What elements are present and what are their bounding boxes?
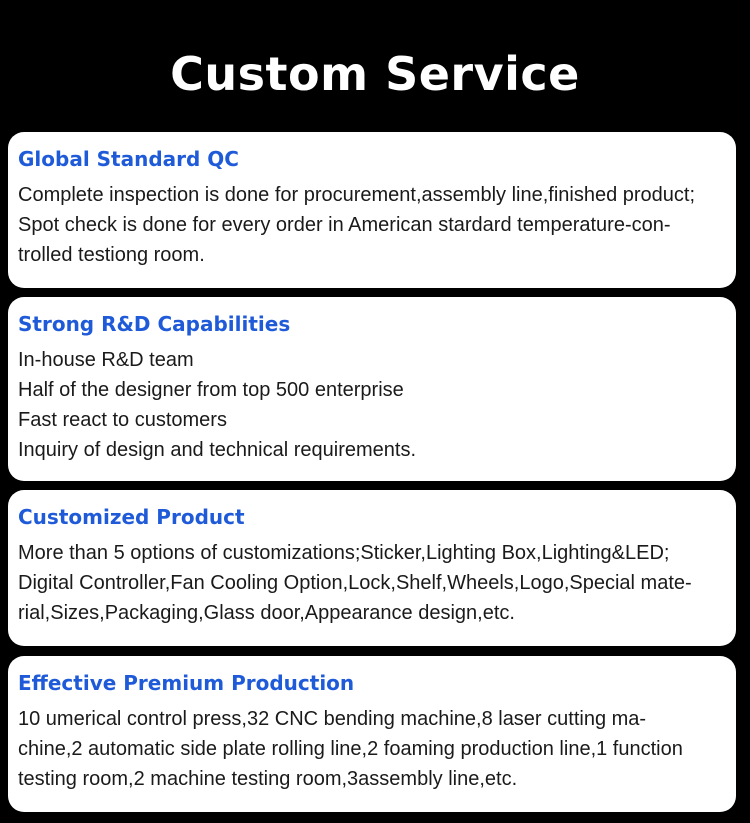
card-body bbox=[18, 345, 726, 465]
card-heading: Customized Product bbox=[18, 505, 245, 529]
card-body-line: Inquiry of design and technical requirements. bbox=[18, 439, 417, 461]
card-body-line: More than 5 options of customizations;Sticker,Lighting Box,Lighting&LED; bbox=[18, 542, 670, 564]
card-body bbox=[18, 704, 726, 794]
card-global-standard-qc bbox=[8, 132, 736, 288]
card-body-line: Digital Controller,Fan Cooling Option,Lock,Shelf,Wheels,Logo,Special mate- bbox=[18, 572, 692, 594]
card-body-line: Complete inspection is done for procurement,assembly line,finished product; bbox=[18, 184, 696, 206]
card-body bbox=[18, 180, 726, 270]
card-body-line: Fast react to customers bbox=[18, 409, 227, 431]
card-body-line: testing room,2 machine testing room,3assembly line,etc. bbox=[18, 768, 518, 790]
card-body-line: Half of the designer from top 500 enterprise bbox=[18, 379, 404, 401]
card-body-line: trolled testiong room. bbox=[18, 244, 205, 266]
card-body-line: rial,Sizes,Packaging,Glass door,Appearance design,etc. bbox=[18, 602, 515, 624]
card-strong-rd-capabilities bbox=[8, 297, 736, 481]
card-body-line: chine,2 automatic side plate rolling line,2 foaming production line,1 function bbox=[18, 738, 683, 760]
card-heading: Global Standard QC bbox=[18, 147, 239, 171]
card-body-line: 10 umerical control press,32 CNC bending machine,8 laser cutting ma- bbox=[18, 708, 647, 730]
card-customized-product bbox=[8, 490, 736, 646]
page-title: Custom Service bbox=[170, 47, 580, 101]
card-body-line: In-house R&D team bbox=[18, 349, 194, 371]
card-heading: Strong R&D Capabilities bbox=[18, 312, 291, 336]
card-body bbox=[18, 538, 726, 628]
card-body-line: Spot check is done for every order in American stardard temperature-con- bbox=[18, 214, 671, 236]
card-heading: Effective Premium Production bbox=[18, 671, 355, 695]
card-effective-premium-production bbox=[8, 656, 736, 812]
